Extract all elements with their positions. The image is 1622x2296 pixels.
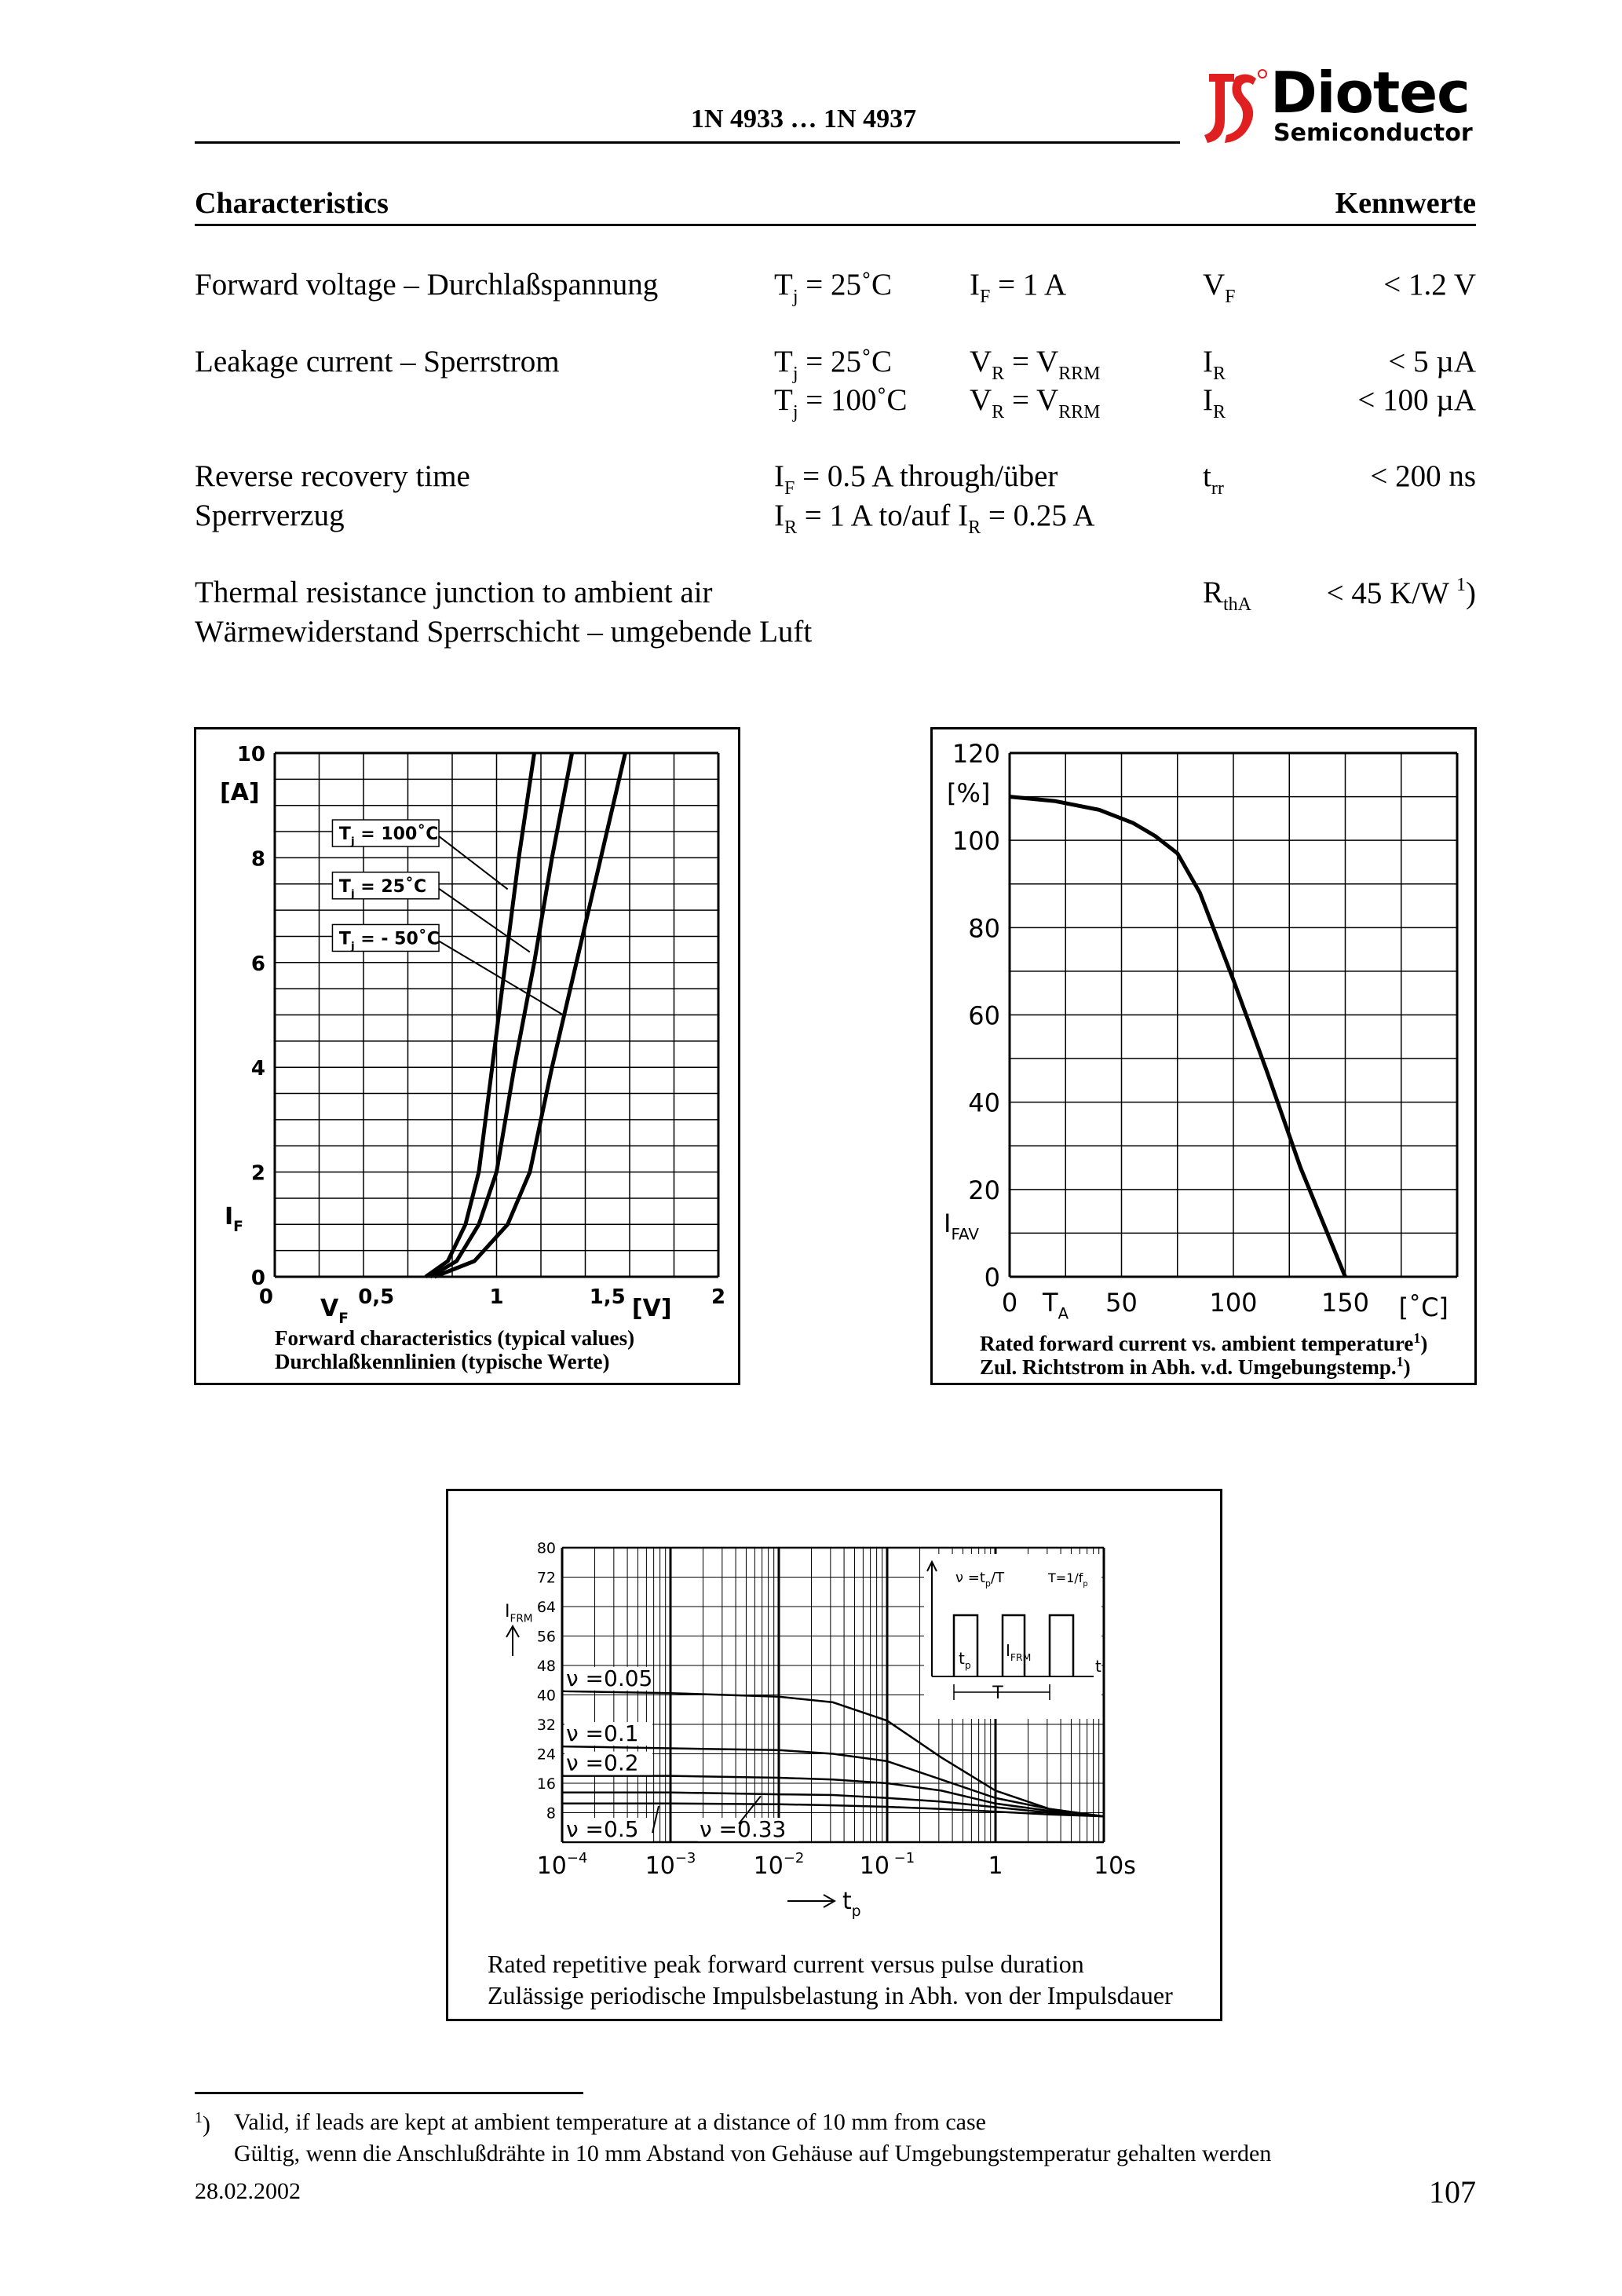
curve-label: ν =0.2 [566,1749,639,1776]
footer-date: 28.02.2002 [195,2178,301,2204]
leakage-r1-vr: $V_R = V_{RRM}$ [970,345,1101,384]
y-axis-arrow-icon [506,1626,519,1656]
y-axis-label: $I_{FAV}$ [944,1208,979,1244]
x-unit-label: [V] [631,1295,672,1322]
recovery-symbol: $t_{rr}$ [1203,459,1224,499]
section-rule [195,224,1476,226]
x-axis-arrow-icon [787,1895,835,1907]
y-tick-label: 60 [968,1000,1000,1031]
legend-label: $T_j$ = - 50˚C [338,929,440,953]
y-tick-label: 40 [536,1687,556,1705]
x-tick-label: $10^{-4}$ [536,1850,588,1880]
thermal-label-de: Wärmewiderstand Sperrschicht – umgebende Luft [195,615,813,649]
inset-pulse-label: $I_{FRM}$ [1006,1641,1032,1663]
x-tick-label: 50 [1105,1288,1138,1318]
y-tick-label: 80 [536,1540,556,1557]
derating-plot [933,729,1474,1323]
brand-name: Diotec [1270,60,1470,126]
leakage-r2-value: < 100 µA [1357,383,1476,417]
y-tick-label: 32 [536,1717,556,1734]
y-tick-label: 56 [536,1628,556,1646]
forward-characteristics-chart [194,727,740,1385]
brand-subtitle: Semiconductor [1273,119,1473,147]
footnote-line1: Valid, if leads are kept at ambient temperature at a distance of 10 mm from case [234,2109,986,2135]
y-tick-label: 40 [968,1088,1000,1118]
y-tick-label: 8 [546,1804,556,1823]
header-rule [195,141,1180,144]
forward-cond-tj: $T_j$ = 25˚C [774,268,892,307]
y-axis-label: $I_{FRM}$ [505,1602,533,1625]
thermal-label-en: Thermal resistance junction to ambient air [195,576,713,609]
y-tick-label: 72 [536,1569,556,1587]
forward-voltage-label: Forward voltage – Durchlaßspannung [195,268,659,302]
leakage-label: Leakage current – Sperrstrom [195,345,560,378]
legend-leader-line [439,836,508,889]
x-tick-label: 0 [1001,1288,1018,1318]
curve-label: ν =0.5 [566,1815,639,1842]
y-tick-label: 0 [984,1263,1000,1292]
y-tick-label: 120 [952,739,1000,769]
leakage-r2-tj: $T_j$ = 100˚C [774,383,908,422]
forward-symbol: $V_F$ [1203,268,1236,307]
y-tick-label: 80 [968,913,1000,944]
x-tick-label: 150 [1321,1288,1370,1318]
x-tick-label: 1 [489,1285,504,1309]
section-title-de: Kennwerte [1335,187,1476,220]
derating-chart [930,727,1477,1385]
x-tick-label: 10s [1094,1852,1136,1880]
x-tick-label: 1,5 [589,1285,626,1309]
x-tick-label: 100 [1209,1288,1258,1318]
inset-time-label: t [1095,1657,1101,1676]
y-unit-label: [A] [220,779,260,806]
legend-label: $T_j$ = 100˚C [338,824,439,848]
y-tick-label: 10 [236,743,265,766]
y-tick-label: 64 [536,1599,556,1616]
y-tick-label: 6 [250,952,265,976]
chart1-caption-subtitle: Durchlaßkennlinien (typische Werte) [275,1350,610,1373]
forward-cond-if: $I_F = 1$ A [970,268,1067,307]
y-tick-label: 4 [250,1057,265,1081]
diotec-mark-icon [1201,64,1272,151]
curve-label: ν =0.33 [700,1815,787,1842]
inset-formula-duty: $\nu =t_p/T$ [955,1570,1005,1589]
footer-page-number: 107 [1429,2174,1476,2210]
inset-period-label: T [992,1684,1003,1703]
leakage-r2-vr: $V_R = V_{RRM}$ [970,383,1101,422]
y-tick-label: 2 [250,1161,265,1186]
y-tick-label: 100 [952,826,1000,857]
forward-characteristics-plot [196,729,738,1327]
recovery-label-en: Reverse recovery time [195,459,470,493]
x-tick-label: 0,5 [358,1285,395,1309]
pulse-current-chart [446,1489,1222,2021]
x-axis-label: $t_p$ [842,1888,861,1920]
x-tick-label: 10 $^{-1}$ [859,1850,915,1880]
x-axis-label: $T_A$ [1043,1288,1069,1323]
y-tick-label: 16 [536,1775,556,1793]
pulse-current-plot [448,1491,1220,1931]
legend-label: $T_j$ = 25˚C [338,876,427,901]
curve-label: ν =0.1 [566,1720,639,1747]
footnote-mark: $^1$) [195,2109,210,2137]
recovery-cond2: $I_R = 1$ A to/auf $I_R = 0.25$ A [774,499,1095,538]
chart3-caption-title: Rated repetitive peak forward current versus pulse duration [488,1950,1084,1978]
chart1-caption-title: Forward characteristics (typical values) [275,1326,635,1350]
thermal-value: < 45 K/W $^1$) [1326,575,1476,610]
inset-formula-period: $T=1/f_p$ [1048,1570,1088,1589]
x-axis-label: $V_F$ [320,1295,349,1327]
recovery-label-de: Sperrverzug [195,499,345,532]
x-tick-label: $10^{-2}$ [753,1850,805,1880]
y-tick-label: 0 [250,1267,265,1290]
y-tick-label: 48 [536,1658,556,1675]
leakage-r1-value: < 5 µA [1388,345,1476,378]
x-tick-label: 2 [711,1285,726,1309]
y-tick-label: 8 [250,847,265,872]
x-tick-label: $10^{-3}$ [645,1850,696,1880]
section-title-en: Characteristics [195,187,389,220]
y-unit-label: [%] [947,778,991,808]
footnote-rule [195,2092,583,2094]
thermal-symbol: $R_{thA}$ [1203,576,1252,615]
x-tick-label: 0 [258,1285,273,1309]
recovery-cond1: $I_F = 0.5$ A through/über [774,459,1058,499]
inset-tp-label: $t_p$ [959,1649,971,1671]
x-tick-label: 1 [988,1852,1003,1880]
forward-value: < 1.2 V [1383,268,1476,302]
chart2-caption-title: Rated forward current vs. ambient temperature$^1$) [980,1330,1428,1355]
curve-label: ν =0.05 [566,1665,653,1691]
y-tick-label: 24 [536,1746,556,1764]
footnote-line2: Gültig, wenn die Anschlußdrähte in 10 mm Abstand von Gehäuse auf Umgebungstemperatur gehalten werden [234,2141,1272,2166]
diotec-logo [1201,60,1476,151]
leakage-r2-symbol: $I_R$ [1203,383,1226,422]
y-axis-label: $I_F$ [225,1203,243,1235]
part-range-title: 1N 4933 … 1N 4937 [691,104,917,133]
chart3-caption-subtitle: Zulässige periodische Impulsbelastung in Abh. von der Impulsdauer [488,1981,1173,2009]
leakage-r1-symbol: $I_R$ [1203,345,1226,384]
x-unit-label: [˚C] [1398,1292,1448,1322]
chart2-caption-subtitle: Zul. Richtstrom in Abh. v.d. Umgebungstemp.$^1$) [980,1354,1411,1379]
leakage-r1-tj: $T_j$ = 25˚C [774,345,892,384]
recovery-value: < 200 ns [1370,459,1476,493]
y-tick-label: 20 [968,1175,1000,1205]
